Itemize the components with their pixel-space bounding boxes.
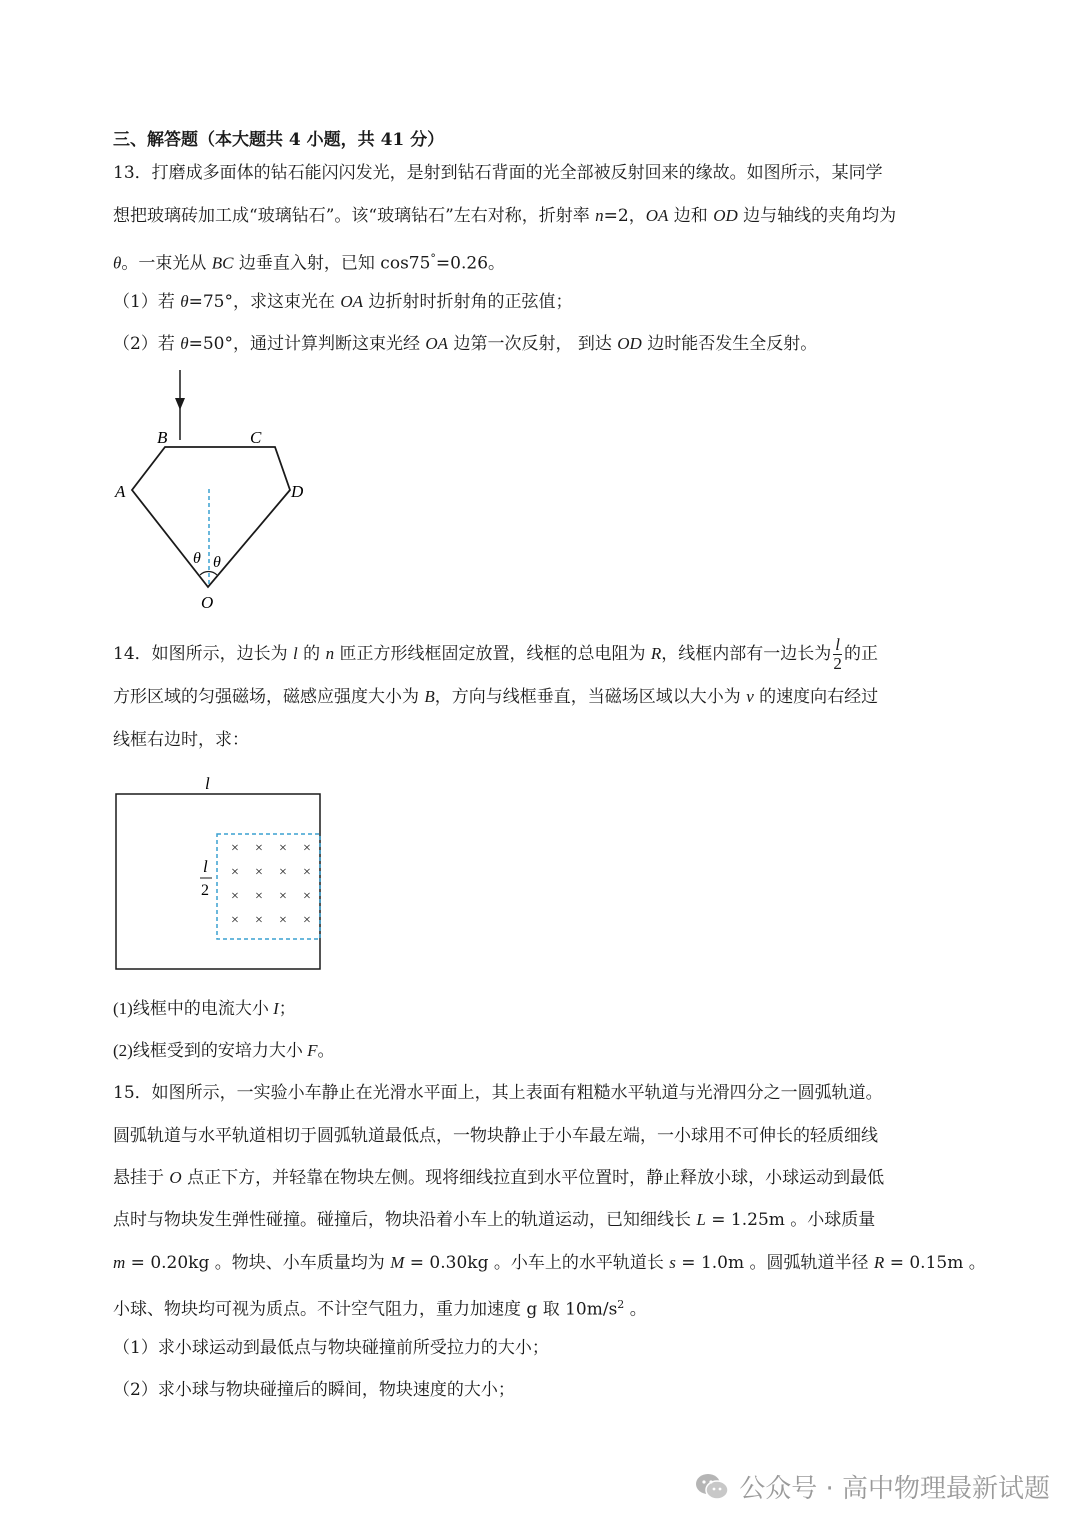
q14-line-2: 方形区域的匀强磁场，磁感应强度大小为 B，方向与线框垂直，当磁场区域以大小为 v 的速度向右经过 xyxy=(113,687,879,707)
q15-part-1: （1）求小球运动到最低点与物块碰撞前所受拉力的大小； xyxy=(113,1338,549,1358)
side-label-num: l xyxy=(203,857,208,876)
q14-line-1: 14．如图所示，边长为 l 的 n 匝正方形线框固定放置，线框的总电阻为 R，线框内部有一边长为 $\frac{l}{2}$ 的正 xyxy=(113,635,879,673)
side-label-den: 2 xyxy=(201,882,209,899)
q15-line-5: m = 0.20kg 。物块、小车质量均为 M = 0.30kg 。小车上的水平轨道长 s = 1.0m 。圆弧轨道半径 R = 0.15m 。 xyxy=(113,1253,986,1273)
frame-figure xyxy=(105,765,335,980)
label-b: B xyxy=(157,428,168,447)
field-cross: × xyxy=(231,913,239,928)
field-cross: × xyxy=(255,913,263,928)
section-heading: 三、解答题（本大题共 4 小题，共 41 分） xyxy=(113,130,445,150)
field-cross: × xyxy=(303,889,311,904)
field-crosses xyxy=(231,841,311,928)
field-cross: × xyxy=(279,841,287,856)
label-c: C xyxy=(250,428,262,447)
label-theta-right: θ xyxy=(213,554,221,571)
q13-line-1: 13．打磨成多面体的钻石能闪闪发光，是射到钻石背面的光全部被反射回来的缘故。如图所示，某同学 xyxy=(113,163,883,183)
q15-part-2: （2）求小球与物块碰撞后的瞬间，物块速度的大小； xyxy=(113,1380,515,1400)
field-cross: × xyxy=(231,889,239,904)
watermark-text: 公众号 · 高中物理最新试题 xyxy=(739,1474,1050,1504)
q14-sub-2: (2)线框受到的安培力大小 F。 xyxy=(113,1041,335,1060)
q15-line-4: 点时与物块发生弹性碰撞。碰撞后，物块沿着小车上的轨道运动，已知细线长 L = 1.25m 。小球质量 xyxy=(113,1210,876,1230)
field-cross: × xyxy=(303,841,311,856)
label-d: D xyxy=(291,482,304,501)
field-cross: × xyxy=(255,865,263,880)
square-frame xyxy=(116,794,320,969)
field-cross: × xyxy=(279,865,287,880)
fraction-l-over-2: $\frac{l}{2}$ xyxy=(833,635,842,673)
q13-line-3: θ。一束光从 BC 边垂直入射，已知 cos75°=0.26。 xyxy=(113,252,506,274)
ray-arrow-icon xyxy=(175,398,185,410)
watermark xyxy=(695,1468,1050,1505)
q15-line-6: 小球、物块均可视为质点。不计空气阻力，重力加速度 g 取 $10m/s^2$ 。 xyxy=(113,1298,647,1320)
field-cross: × xyxy=(303,913,311,928)
field-cross: × xyxy=(255,889,263,904)
diamond-figure xyxy=(105,365,320,615)
q13-part-1: （1）若 θ=75°，求这束光在 OA 边折射时折射角的正弦值； xyxy=(113,292,573,312)
q14-sub-1: (1)线框中的电流大小 I； xyxy=(113,999,296,1018)
field-cross: × xyxy=(231,865,239,880)
q15-line-3: 悬挂于 O 点正下方，并轻靠在物块左侧。现将细线拉直到水平位置时，静止释放小球，小球运动到最低 xyxy=(113,1168,885,1188)
field-cross: × xyxy=(255,841,263,856)
q14-line-3: 线框右边时，求： xyxy=(113,730,249,750)
field-cross: × xyxy=(231,841,239,856)
wechat-logo-icon xyxy=(695,1472,729,1502)
q13-part-2: （2）若 θ=50°，通过计算判断这束光经 OA 边第一次反射， 到达 OD 边时能否发生全反射。 xyxy=(113,334,818,354)
field-cross: × xyxy=(279,913,287,928)
q13-line-2: 想把玻璃砖加工成“玻璃钻石”。该“玻璃钻石”左右对称，折射率 n=2，OA 边和 OD 边与轴线的夹角均为 xyxy=(113,206,897,226)
label-a: A xyxy=(115,482,126,501)
diamond-outline xyxy=(132,447,290,587)
q15-line-2: 圆弧轨道与水平轨道相切于圆弧轨道最低点，一物块静止于小车最左端，一小球用不可伸长的轻质细线 xyxy=(113,1126,878,1146)
q15-line-1: 15．如图所示，一实验小车静止在光滑水平面上，其上表面有粗糙水平轨道与光滑四分之一圆弧轨道。 xyxy=(113,1083,883,1103)
label-theta-left: θ xyxy=(193,550,201,567)
field-cross: × xyxy=(303,865,311,880)
label-o: O xyxy=(201,593,214,612)
field-cross: × xyxy=(279,889,287,904)
frame-top-label: l xyxy=(205,774,210,793)
